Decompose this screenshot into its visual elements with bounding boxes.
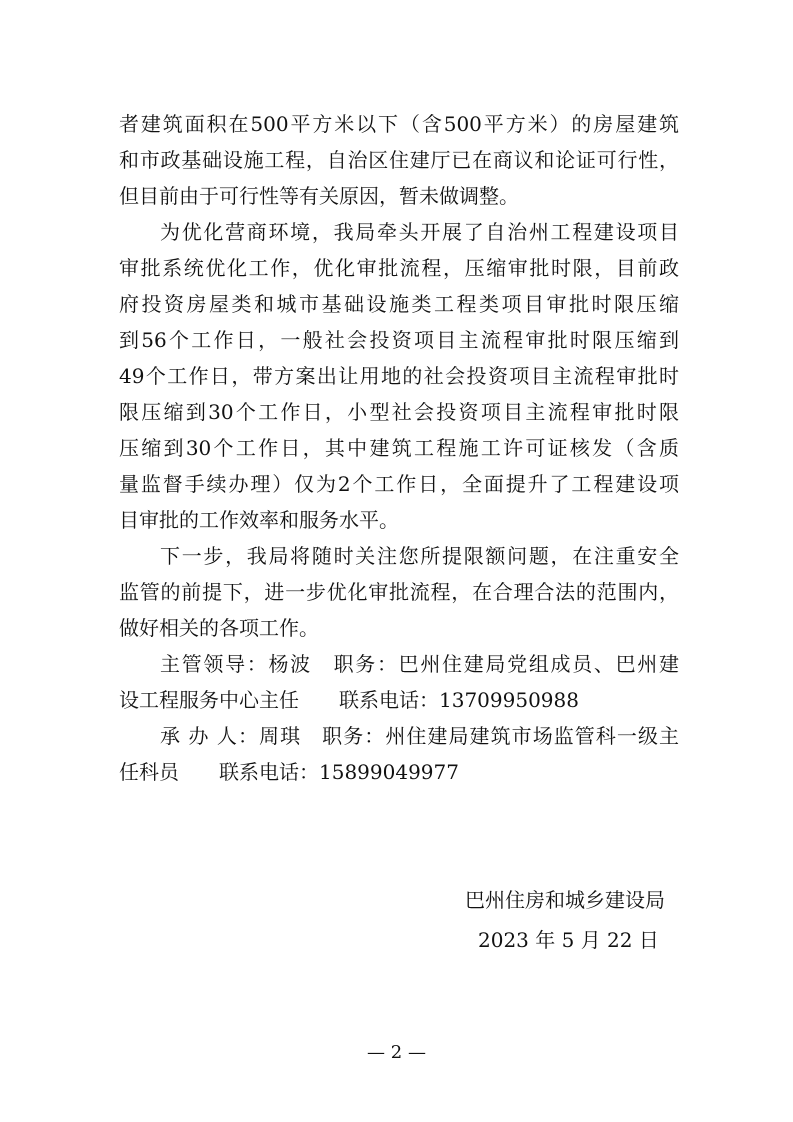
page-number: — 2 —: [367, 1042, 426, 1063]
body-line: 但目前由于可行性等有关原因，暂未做调整。: [119, 184, 519, 208]
body-line: 压缩到30个工作日，其中建筑工程施工许可证核发（含质: [119, 436, 679, 460]
leader-contact-line: 主管领导：杨波 职务：巴州住建局党组成员、巴州建: [160, 652, 679, 676]
body-line: 目审批的工作效率和服务水平。: [119, 508, 399, 532]
body-line: 监管的前提下，进一步优化审批流程，在合理合法的范围内，: [119, 580, 679, 604]
leader-contact-line: 设工程服务中心主任 联系电话：13709950988: [119, 688, 579, 712]
signature-org: 巴州住房和城乡建设局: [465, 888, 665, 912]
body-line: 限压缩到30个工作日，小型社会投资项目主流程审批时限: [119, 400, 679, 424]
body-line: 和市政基础设施工程，自治区住建厅已在商议和论证可行性，: [119, 148, 679, 172]
paragraph-start: 为优化营商环境，我局牵头开展了自治州工程建设项目: [160, 220, 679, 244]
body-line: 府投资房屋类和城市基础设施类工程类项目审批时限压缩: [119, 292, 679, 316]
body-line: 者建筑面积在500平方米以下（含500平方米）的房屋建筑: [119, 112, 679, 136]
signature-date: 2023 年 5 月 22 日: [478, 928, 659, 952]
body-line: 49个工作日，带方案出让用地的社会投资项目主流程审批时: [119, 364, 679, 388]
body-line: 量监督手续办理）仅为2个工作日，全面提升了工程建设项: [119, 472, 679, 496]
body-line: 做好相关的各项工作。: [119, 616, 319, 640]
paragraph-start: 下一步，我局将随时关注您所提限额问题，在注重安全: [160, 544, 679, 568]
body-line: 审批系统优化工作，优化审批流程，压缩审批时限，目前政: [119, 256, 679, 280]
body-line: 到56个工作日，一般社会投资项目主流程审批时限压缩到: [119, 328, 679, 352]
handler-contact-line: 承 办 人：周琪 职务：州住建局建筑市场监管科一级主: [160, 724, 679, 748]
handler-contact-line: 任科员 联系电话：15899049977: [119, 760, 459, 784]
